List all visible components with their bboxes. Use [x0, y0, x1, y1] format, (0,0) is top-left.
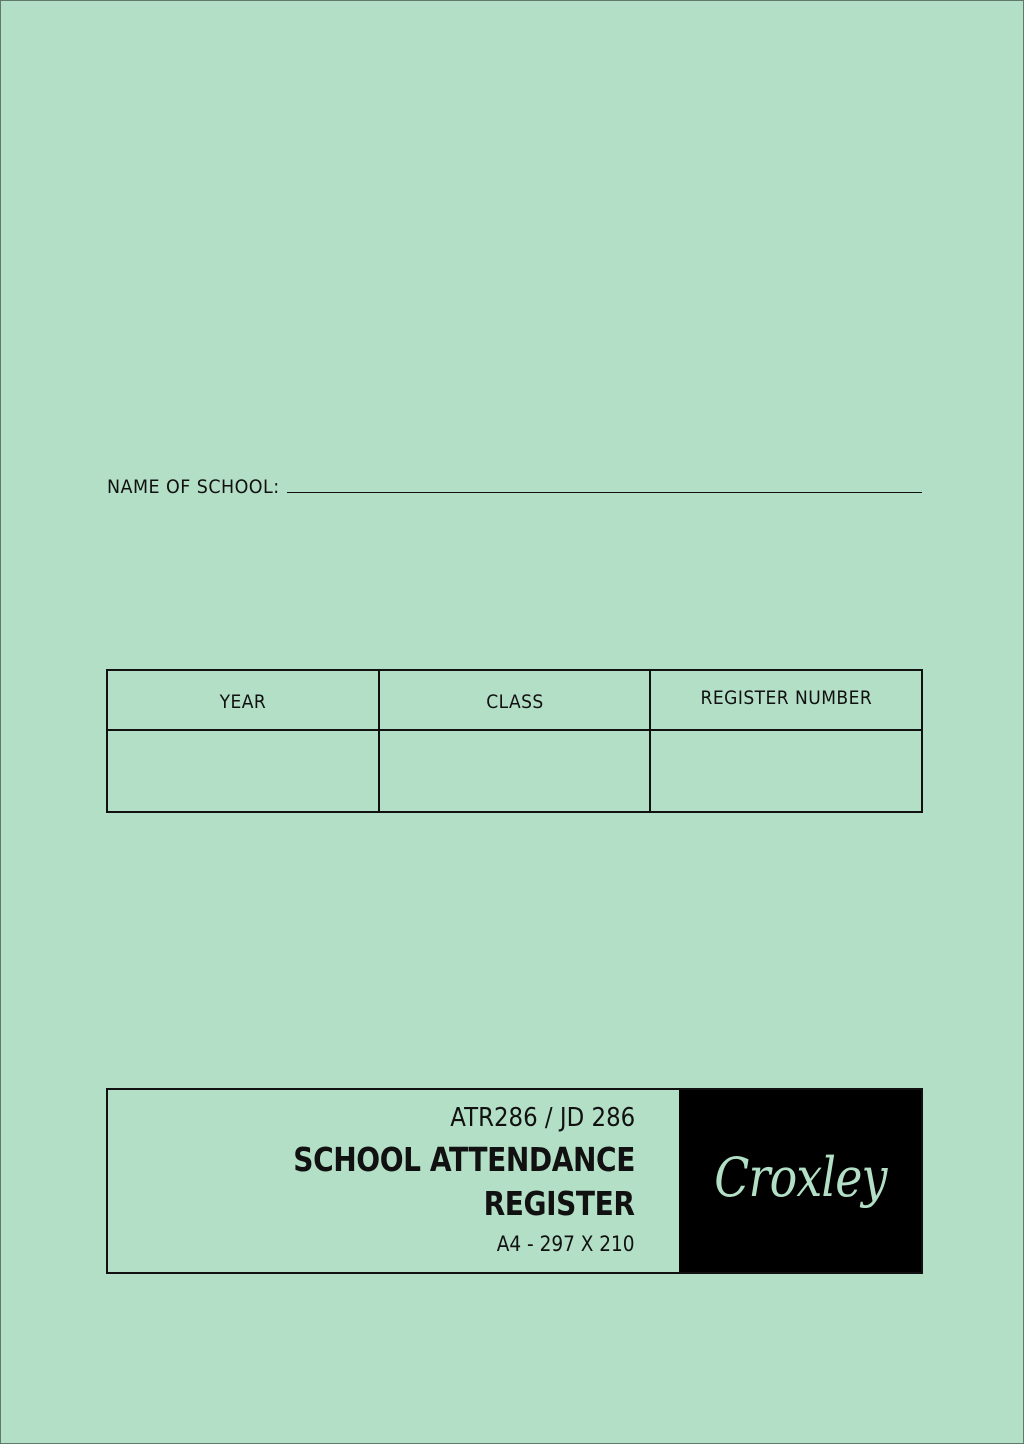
- product-label-text: [108, 1090, 679, 1272]
- register-number-field[interactable]: [650, 730, 922, 812]
- class-field[interactable]: [379, 730, 651, 812]
- product-title-line2: REGISTER: [484, 1184, 635, 1223]
- product-size: A4 - 297 X 210: [497, 1232, 635, 1256]
- header-year: YEAR: [107, 670, 379, 730]
- header-register-number: REGISTER NUMBER: [650, 670, 922, 730]
- year-field[interactable]: [107, 730, 379, 812]
- header-class: CLASS: [379, 670, 651, 730]
- school-name-label: NAME OF SCHOOL:: [107, 476, 280, 498]
- school-name-row: [107, 474, 922, 498]
- brand-logo: Croxley: [713, 1145, 887, 1209]
- product-label: [106, 1088, 923, 1274]
- school-name-field[interactable]: [287, 492, 922, 493]
- info-table: [106, 669, 923, 813]
- product-code: ATR286 / JD 286: [450, 1103, 635, 1133]
- brand-logo-panel: [679, 1090, 921, 1272]
- product-title-line1: SCHOOL ATTENDANCE: [293, 1140, 635, 1179]
- table-header-row: [107, 670, 922, 730]
- table-row: [107, 730, 922, 812]
